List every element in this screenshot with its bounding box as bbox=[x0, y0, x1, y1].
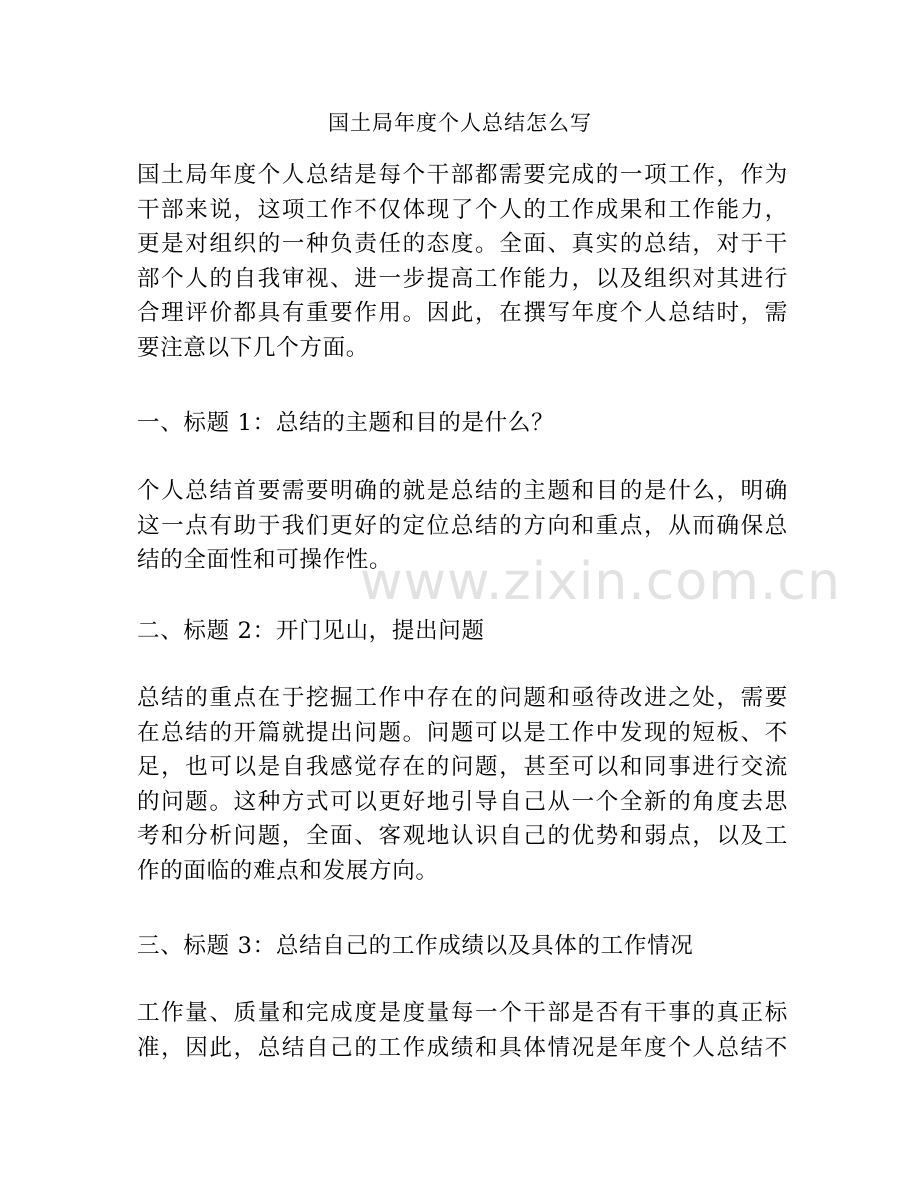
section-1-paragraph bbox=[137, 474, 788, 578]
paragraph-line: 考和分析问题，全面、客观地认识自己的优势和弱点，以及工 bbox=[137, 823, 788, 849]
paragraph-line: 总结的重点在于挖掘工作中存在的问题和亟待改进之处，需要 bbox=[137, 685, 788, 711]
paragraph-line: 工作量、质量和完成度是度量每一个干部是否有干事的真正标 bbox=[137, 1000, 788, 1026]
paragraph-line: 在总结的开篇就提出问题。问题可以是工作中发现的短板、不 bbox=[137, 719, 788, 746]
paragraph-line: 足，也可以是自我感觉存在的问题，甚至可以和同事进行交流 bbox=[137, 754, 788, 780]
document-title: 国土局年度个人总结怎么写 bbox=[328, 111, 592, 135]
paragraph-line: 个人总结首要需要明确的就是总结的主题和目的是什么，明确 bbox=[137, 478, 788, 504]
paragraph-line: 准，因此，总结自己的工作成绩和具体情况是年度个人总结不 bbox=[137, 1034, 788, 1061]
paragraph-line: 部个人的自我审视、进一步提高工作能力，以及组织对其进行 bbox=[137, 265, 788, 292]
section-heading-3: 三、标题 3：总结自己的工作成绩以及具体的工作情况 bbox=[137, 933, 694, 959]
paragraph-line: 合理评价都具有重要作用。因此，在撰写年度个人总结时，需 bbox=[137, 300, 788, 326]
section-2-paragraph bbox=[137, 681, 788, 888]
section-heading-2: 二、标题 2：开门见山，提出问题 bbox=[137, 618, 485, 644]
paragraph-line: 结的全面性和可操作性。 bbox=[137, 547, 393, 573]
paragraph-line: 干部来说，这项工作不仅体现了个人的工作成果和工作能力， bbox=[137, 196, 788, 223]
section-heading-1: 一、标题 1：总结的主题和目的是什么？ bbox=[137, 410, 555, 436]
intro-paragraph bbox=[137, 158, 788, 365]
paragraph-line: 作的面临的难点和发展方向。 bbox=[137, 857, 439, 884]
paragraph-line: 要注意以下几个方面。 bbox=[137, 334, 370, 361]
watermark: www.zixin.com.cn bbox=[360, 552, 841, 612]
section-3-paragraph bbox=[137, 996, 788, 1065]
paragraph-line: 这一点有助于我们更好的定位总结的方向和重点，从而确保总 bbox=[137, 512, 788, 539]
paragraph-line: 国土局年度个人总结是每个干部都需要完成的一项工作，作为 bbox=[137, 162, 788, 188]
paragraph-line: 的问题。这种方式可以更好地引导自己从一个全新的角度去思 bbox=[137, 788, 788, 815]
paragraph-line: 更是对组织的一种负责任的态度。全面、真实的总结，对于干 bbox=[137, 231, 788, 257]
